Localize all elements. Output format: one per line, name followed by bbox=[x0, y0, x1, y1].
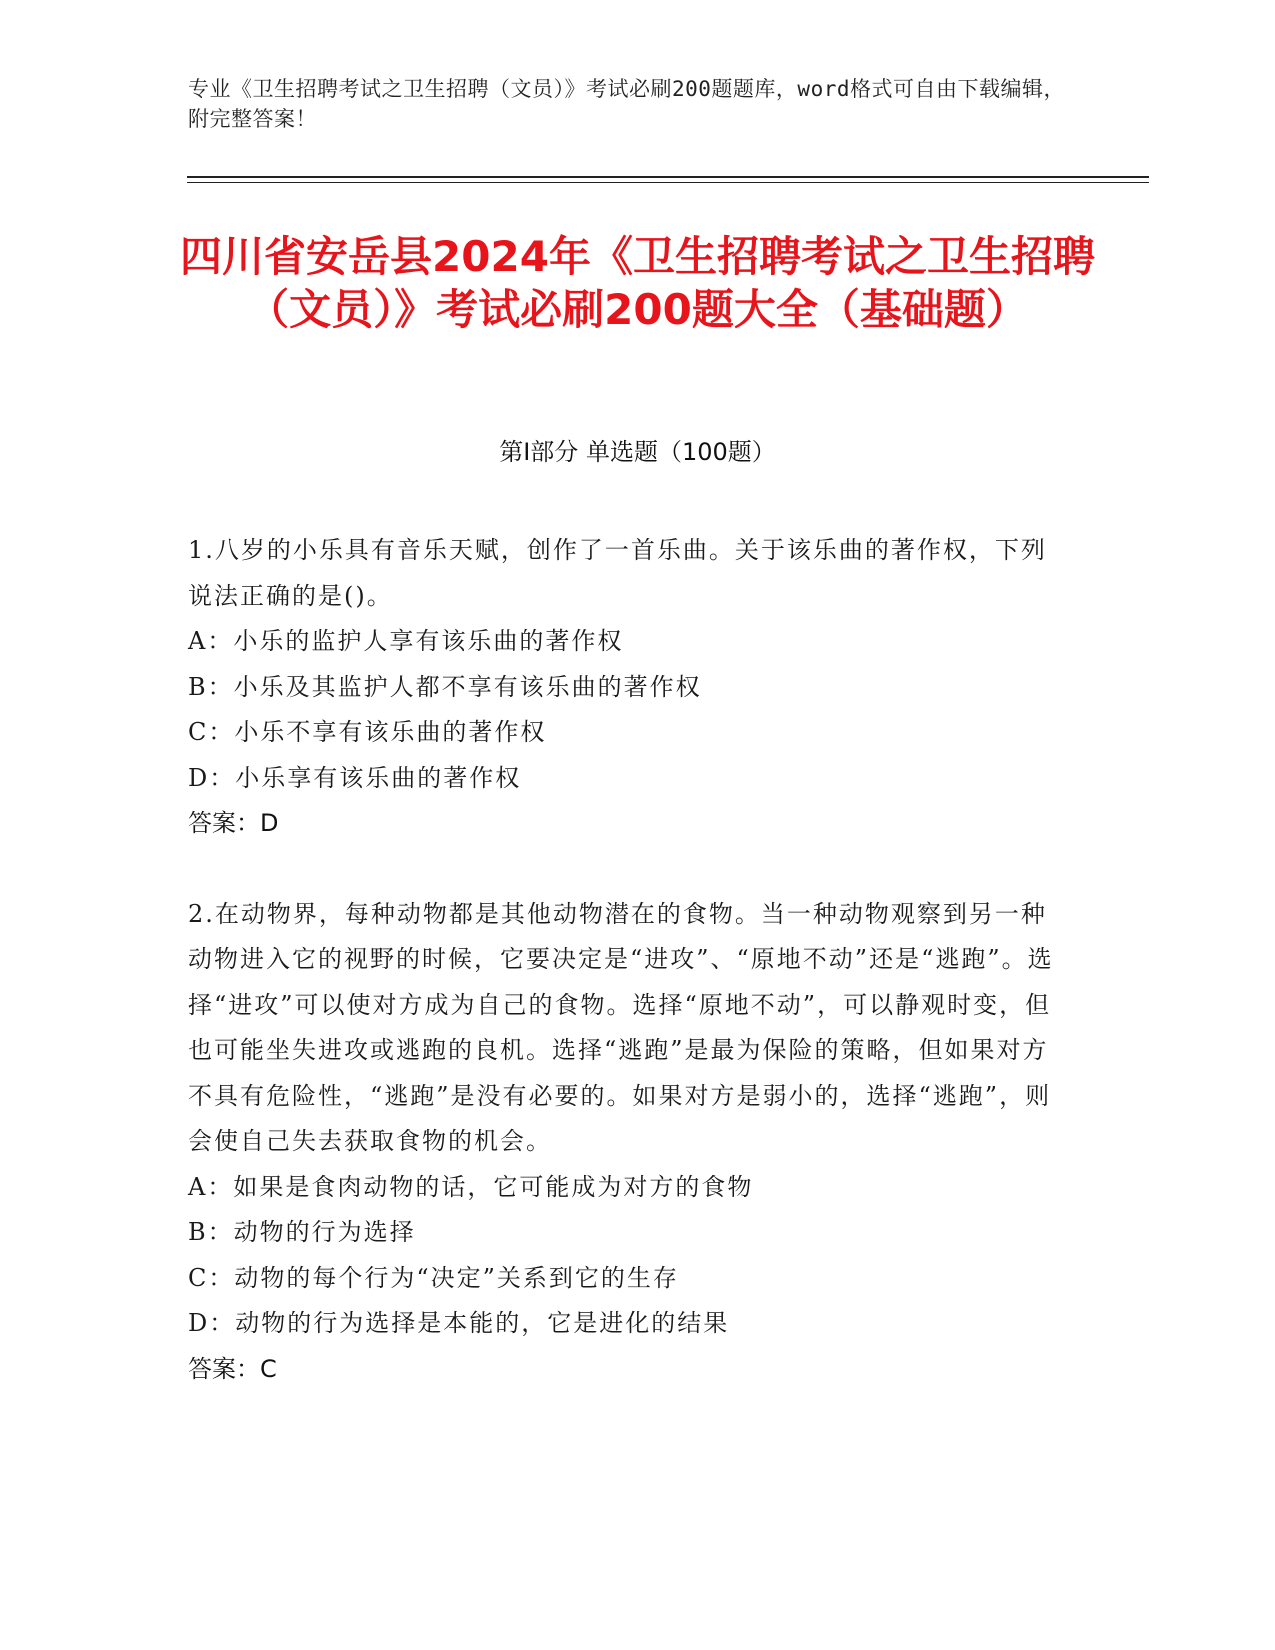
document-title: 四川省安岳县2024年《卫生招聘考试之卫生招聘（文员）》考试必刷200题大全（基础题） bbox=[180, 232, 1095, 334]
option-d: D：小乐享有该乐曲的著作权 bbox=[188, 763, 522, 792]
header-note: 专业《卫生招聘考试之卫生招聘（文员）》考试必刷200题题库，word格式可自由下载编辑，附完整答案！ bbox=[188, 77, 1065, 131]
option-d: D：动物的行为选择是本能的，它是进化的结果 bbox=[188, 1309, 730, 1337]
answer-line: 答案：C bbox=[188, 1354, 277, 1383]
header-divider-thick bbox=[187, 176, 1149, 178]
question-stem: 1.八岁的小乐具有音乐天赋，创作了一首乐曲。关于该乐曲的著作权，下列说法正确的是()。 bbox=[188, 536, 1047, 610]
header-divider-thin bbox=[187, 182, 1149, 183]
option-c: C：小乐不享有该乐曲的著作权 bbox=[188, 718, 547, 746]
question-1 bbox=[188, 528, 1058, 847]
option-a: A：如果是食肉动物的话，它可能成为对方的食物 bbox=[188, 1172, 754, 1201]
question-stem: 2.在动物界，每种动物都是其他动物潜在的食物。当一种动物观察到另一种动物进入它的视野的时候，它要决定是“进攻”、“原地不动”还是“逃跑”。选择“进攻”可以使对方成为自己的食物。选择“原地不动”，可以静观时变，但也可能坐失进攻或逃跑的良机。选择“逃跑”是最为保险的策略，但如果对方不具有危险性，“逃跑”是没有必要的。如果对方是弱小的，选择“逃跑”，则会使自己失去获取食物的机会。 bbox=[188, 899, 1054, 1155]
question-2 bbox=[188, 892, 1058, 1393]
question-list bbox=[188, 528, 1058, 1392]
option-c: C：动物的每个行为“决定”关系到它的生存 bbox=[188, 1263, 679, 1292]
option-b: B：动物的行为选择 bbox=[188, 1218, 416, 1246]
option-b: B：小乐及其监护人都不享有该乐曲的著作权 bbox=[188, 672, 702, 701]
answer-line: 答案：D bbox=[188, 809, 279, 837]
option-a: A：小乐的监护人享有该乐曲的著作权 bbox=[188, 627, 624, 655]
section-title: 第Ⅰ部分 单选题（100题） bbox=[499, 438, 776, 466]
